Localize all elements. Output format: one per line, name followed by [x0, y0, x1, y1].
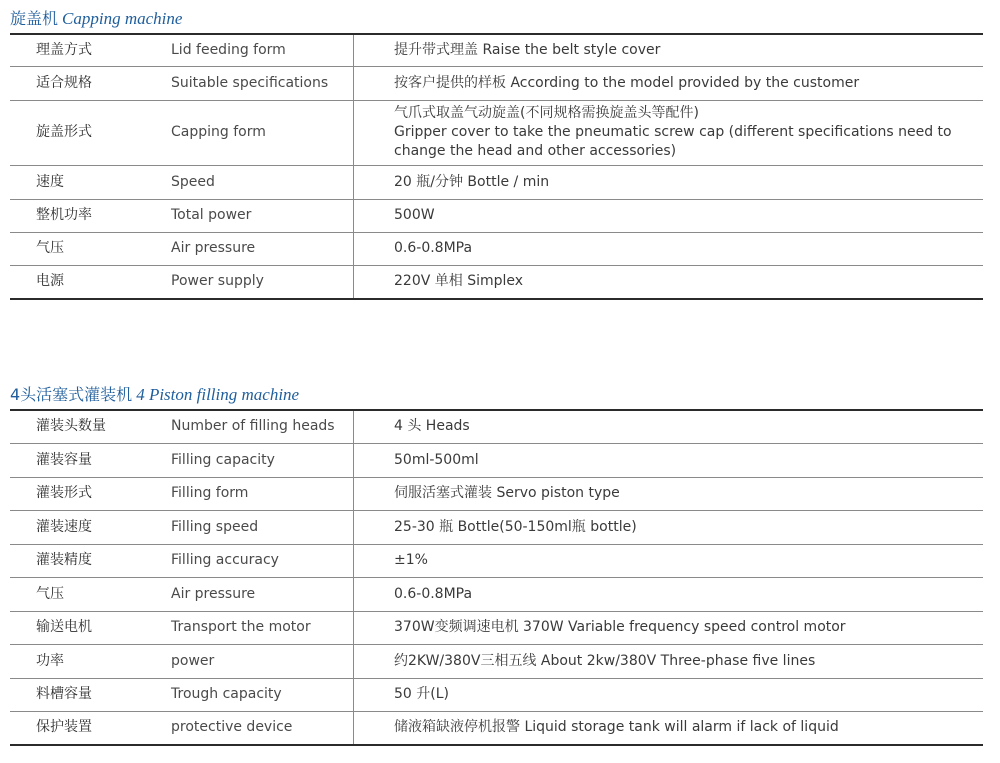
section-title-cn: 4头活塞式灌装机	[10, 385, 133, 404]
table-row	[10, 443, 983, 477]
param-value: 25-30 瓶 Bottle(50-150ml瓶 bottle)	[354, 510, 984, 544]
section-title-cn: 旋盖机	[10, 9, 59, 28]
param-cn: 灌装速度	[10, 510, 171, 544]
param-value: ±1%	[354, 544, 984, 577]
param-cn: 旋盖形式	[10, 100, 171, 165]
param-value: 按客户提供的样板 According to the model provided by the customer	[354, 66, 984, 100]
table-row	[10, 265, 983, 299]
param-value: 伺服活塞式灌装 Servo piston type	[354, 477, 984, 510]
param-value-line2: Gripper cover to take the pneumatic screw cap (different specifications need to change the head and other accessories)	[394, 124, 952, 159]
param-cn: 保护装置	[36, 719, 92, 736]
table-row	[10, 232, 983, 265]
table-row	[10, 711, 983, 745]
param-en: Suitable specifications	[171, 66, 354, 100]
param-value: 220V 单相 Simplex	[394, 273, 524, 290]
param-cn: 整机功率	[10, 199, 171, 232]
param-cn: 料槽容量	[10, 678, 171, 711]
param-cn: 灌装容量	[10, 443, 171, 477]
param-value: 4 头 Heads	[354, 410, 984, 443]
table-row	[10, 678, 983, 711]
table-row	[10, 34, 983, 66]
param-en: Trough capacity	[171, 678, 354, 711]
param-en: Number of filling heads	[171, 410, 354, 443]
section-title	[10, 8, 983, 30]
table-row	[10, 477, 983, 510]
param-value: 储液箱缺液停机报警 Liquid storage tank will alarm if lack of liquid	[394, 719, 839, 736]
param-value: 0.6-0.8MPa	[354, 577, 984, 611]
table-row	[10, 165, 983, 199]
capping-spec-table	[10, 33, 983, 300]
param-en: Lid feeding form	[171, 34, 354, 66]
table-row	[10, 611, 983, 644]
param-cn: 气压	[10, 232, 171, 265]
param-en: Capping form	[171, 100, 354, 165]
param-value	[354, 100, 984, 165]
param-cn: 灌装形式	[10, 477, 171, 510]
param-en: Filling form	[171, 477, 354, 510]
param-value: 50ml-500ml	[354, 443, 984, 477]
section-title	[10, 384, 983, 406]
param-cn: 适合规格	[10, 66, 171, 100]
param-en: power	[171, 644, 354, 678]
param-cn: 气压	[10, 577, 171, 611]
table-row	[10, 544, 983, 577]
param-en: Power supply	[171, 265, 354, 299]
param-value-line1: 气爪式取盖气动旋盖(不同规格需换旋盖头等配件)	[394, 105, 699, 121]
param-value: 50 升(L)	[354, 678, 984, 711]
filling-spec-table	[10, 409, 983, 746]
param-value: 370W变频调速电机 370W Variable frequency speed control motor	[354, 611, 984, 644]
param-value: 500W	[354, 199, 984, 232]
param-en: Filling accuracy	[171, 544, 354, 577]
param-value: 约2KW/380V三相五线 About 2kw/380V Three-phase five lines	[354, 644, 984, 678]
param-en: Speed	[171, 165, 354, 199]
table-row	[10, 644, 983, 678]
param-en: Filling capacity	[171, 443, 354, 477]
param-cn: 灌装头数量	[10, 410, 171, 443]
table-row	[10, 66, 983, 100]
filling-section	[10, 384, 983, 746]
param-cn: 输送电机	[10, 611, 171, 644]
param-cn: 理盖方式	[10, 34, 171, 66]
param-en: Total power	[171, 199, 354, 232]
param-en: Air pressure	[171, 232, 354, 265]
section-title-en: 4 Piston filling machine	[136, 385, 300, 404]
param-value: 提升带式理盖 Raise the belt style cover	[354, 34, 984, 66]
param-cn: 速度	[10, 165, 171, 199]
table-row	[10, 577, 983, 611]
param-cn: 功率	[10, 644, 171, 678]
param-value: 0.6-0.8MPa	[354, 232, 984, 265]
param-en: Air pressure	[171, 577, 354, 611]
param-en: Transport the motor	[171, 611, 354, 644]
param-value: 20 瓶/分钟 Bottle / min	[354, 165, 984, 199]
table-row	[10, 510, 983, 544]
param-cn: 灌装精度	[10, 544, 171, 577]
param-cn: 电源	[36, 273, 64, 290]
section-title-en: Capping machine	[62, 9, 183, 28]
table-row	[10, 199, 983, 232]
table-row	[10, 100, 983, 165]
capping-section	[10, 8, 983, 300]
param-en: Filling speed	[171, 510, 354, 544]
table-row	[10, 410, 983, 443]
param-en: protective device	[171, 711, 354, 745]
